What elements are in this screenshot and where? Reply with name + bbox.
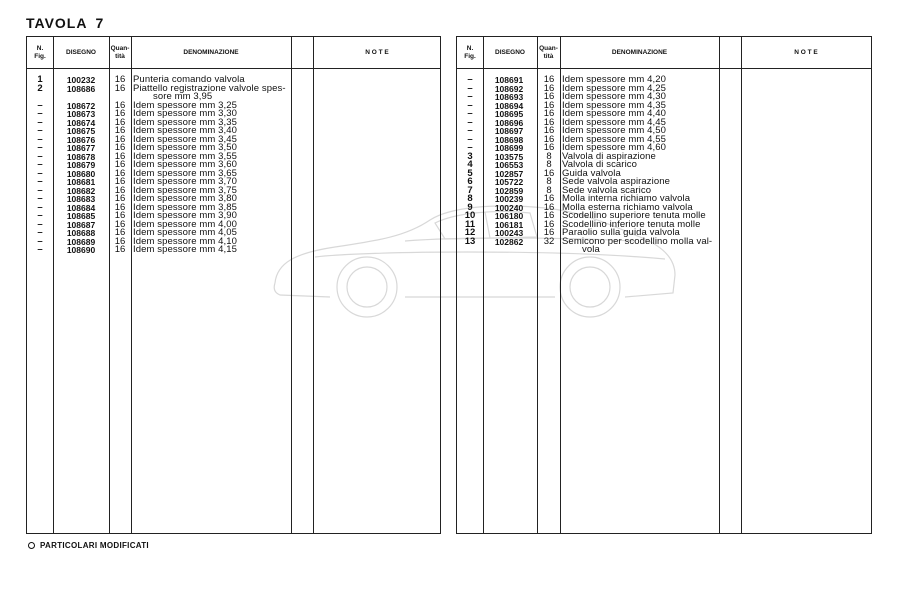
cell-quantita: 16 xyxy=(114,99,126,111)
cell-denominazione: Idem spessore mm 4,40 xyxy=(562,108,667,119)
cell-quantita: 16 xyxy=(543,74,555,85)
header-fig xyxy=(457,37,483,68)
footnote xyxy=(28,541,149,550)
cell-denominazione: vola xyxy=(582,244,600,255)
cell-fig: 6 xyxy=(467,176,473,187)
cell-quantita: 16 xyxy=(543,108,555,119)
cell-fig: – xyxy=(37,210,43,221)
parts-table-right xyxy=(456,36,872,534)
cell-fig: – xyxy=(37,125,43,136)
cell-denominazione: Semicono per scodellino molla val- xyxy=(562,235,713,247)
cell-disegno: 108674 xyxy=(66,117,96,128)
cell-fig: 3 xyxy=(467,150,473,162)
cell-fig: – xyxy=(467,142,473,153)
cell-denominazione: Molla esterna richiamo valvola xyxy=(562,201,693,213)
cell-denominazione: Idem spessore mm 3,45 xyxy=(133,133,238,145)
cell-quantita: 16 xyxy=(114,125,126,136)
cell-fig: – xyxy=(37,159,43,170)
cell-disegno: 108697 xyxy=(494,126,524,136)
cell-quantita: 32 xyxy=(543,235,555,247)
cell-fig: – xyxy=(37,201,43,213)
cell-quantita: 16 xyxy=(114,201,126,213)
cell-disegno: 108698 xyxy=(494,134,524,145)
cell-denominazione: Idem spessore mm 3,25 xyxy=(133,99,238,111)
cell-disegno: 108680 xyxy=(66,168,96,179)
cell-quantita: 16 xyxy=(543,125,555,136)
cell-denominazione: Idem spessore mm 3,50 xyxy=(133,142,238,153)
cell-quantita: 16 xyxy=(114,193,126,204)
cell-fig: 9 xyxy=(467,201,473,213)
header-quantita xyxy=(537,37,560,68)
table-row xyxy=(457,246,871,255)
cell-fig: 13 xyxy=(464,235,476,247)
cell-disegno: 100240 xyxy=(494,202,524,213)
cell-disegno: 108675 xyxy=(66,126,96,136)
cell-quantita: 16 xyxy=(543,193,555,204)
parts-table-left xyxy=(26,36,441,534)
header-qty-line2: tità xyxy=(115,52,125,60)
cell-quantita: 16 xyxy=(114,142,126,153)
header-qty-line2: tità xyxy=(543,52,554,60)
cell-disegno: 100239 xyxy=(494,194,524,204)
cell-disegno: 102859 xyxy=(494,185,524,196)
cell-disegno: 100243 xyxy=(494,228,524,238)
cell-denominazione: Scodellino inferiore tenuta molle xyxy=(562,218,701,230)
cell-fig: – xyxy=(467,74,473,85)
cell-disegno: 108679 xyxy=(66,160,96,170)
cell-disegno: 108676 xyxy=(66,134,96,145)
cell-quantita: 16 xyxy=(543,99,555,111)
cell-fig: – xyxy=(467,82,473,94)
cell-quantita: 16 xyxy=(114,244,126,255)
cell-fig: 11 xyxy=(464,218,476,230)
cell-quantita: 16 xyxy=(114,210,126,221)
cell-denominazione: Idem spessore mm 4,60 xyxy=(562,142,667,153)
header-qty-line1: Quan- xyxy=(110,44,130,52)
cell-denominazione: Idem spessore mm 3,40 xyxy=(133,125,238,136)
cell-quantita: 16 xyxy=(114,227,126,238)
cell-fig: 1 xyxy=(37,74,43,85)
cell-denominazione: Sede valvola aspirazione xyxy=(562,176,671,187)
cell-denominazione: Idem spessore mm 4,15 xyxy=(133,244,238,255)
cell-fig: 12 xyxy=(464,227,476,238)
cell-fig: – xyxy=(467,133,473,145)
header-fig-line1: N. xyxy=(36,44,44,52)
cell-denominazione: Guida valvola xyxy=(562,167,621,179)
cell-denominazione: Idem spessore mm 3,35 xyxy=(133,116,238,128)
table-number: 7 xyxy=(95,15,105,31)
cell-quantita: 16 xyxy=(114,218,126,230)
cell-denominazione: Punteria comando valvola xyxy=(133,74,245,85)
cell-fig: – xyxy=(37,150,43,162)
cell-quantita: 16 xyxy=(114,108,126,119)
cell-fig: – xyxy=(467,125,473,136)
table-row xyxy=(27,82,440,94)
cell-fig: 7 xyxy=(467,184,473,196)
header-note: N O T E xyxy=(794,48,818,56)
cell-denominazione: Idem spessore mm 4,30 xyxy=(562,91,667,102)
cell-disegno: 108689 xyxy=(66,236,96,247)
cell-disegno: 106180 xyxy=(494,211,524,221)
header-note: N O T E xyxy=(365,48,389,56)
cell-denominazione: Idem spessore mm 4,20 xyxy=(562,74,667,85)
cell-quantita: 16 xyxy=(114,74,126,85)
cell-fig: – xyxy=(37,193,43,204)
cell-denominazione: Idem spessore mm 4,05 xyxy=(133,227,238,238)
cell-denominazione: Molla interna richiamo valvola xyxy=(562,193,691,204)
cell-denominazione: Idem spessore mm 3,65 xyxy=(133,167,238,179)
header-disegno: DISEGNO xyxy=(66,48,96,56)
cell-denominazione: Sede valvola scarico xyxy=(562,184,652,196)
cell-disegno: 103575 xyxy=(494,151,524,162)
header-denominazione: DENOMINAZIONE xyxy=(611,48,668,56)
cell-denominazione: Idem spessore mm 3,90 xyxy=(133,210,238,221)
table-row xyxy=(27,246,440,255)
cell-fig: 8 xyxy=(467,193,473,204)
cell-disegno: 108681 xyxy=(66,177,96,187)
cell-denominazione: Idem spessore mm 3,70 xyxy=(133,176,238,187)
cell-disegno: 108684 xyxy=(66,202,96,213)
cell-disegno: 108696 xyxy=(494,117,524,128)
cell-quantita: 16 xyxy=(543,133,555,145)
cell-quantita: 16 xyxy=(543,227,555,238)
header-fig-line1: N. xyxy=(466,44,474,52)
cell-disegno: 102857 xyxy=(494,168,524,179)
cell-fig: – xyxy=(37,142,43,153)
cell-denominazione: Idem spessore mm 3,55 xyxy=(133,150,238,162)
cell-fig: – xyxy=(37,227,43,238)
cell-fig: 10 xyxy=(464,210,476,221)
circle-marker-icon xyxy=(28,542,35,549)
cell-denominazione: Idem spessore mm 3,75 xyxy=(133,184,238,196)
header-disegno: DISEGNO xyxy=(495,48,525,56)
cell-disegno: 108685 xyxy=(66,211,96,221)
cell-fig: – xyxy=(37,184,43,196)
header-fig-line2: Fig. xyxy=(464,52,476,60)
cell-denominazione: Paraolio sulla guida valvola xyxy=(562,227,680,238)
cell-denominazione: Valvola di aspirazione xyxy=(562,150,656,162)
cell-fig: – xyxy=(467,99,473,111)
cell-disegno: 108693 xyxy=(494,92,524,102)
cell-quantita: 16 xyxy=(114,167,126,179)
header-quantita xyxy=(109,37,131,68)
cell-fig: – xyxy=(37,244,43,255)
cell-disegno: 102862 xyxy=(494,236,524,247)
cell-disegno: 108688 xyxy=(66,228,96,238)
cell-quantita: 16 xyxy=(543,82,555,94)
cell-disegno: 108690 xyxy=(66,245,96,255)
cell-denominazione: Idem spessore mm 3,60 xyxy=(133,159,238,170)
cell-fig: – xyxy=(37,133,43,145)
cell-denominazione: Idem spessore mm 4,10 xyxy=(133,235,238,247)
cell-fig: – xyxy=(37,99,43,111)
cell-quantita: 16 xyxy=(543,91,555,102)
cell-fig: 5 xyxy=(467,167,473,179)
cell-quantita: 16 xyxy=(114,150,126,162)
cell-quantita: 8 xyxy=(546,150,552,162)
cell-disegno: 108694 xyxy=(494,100,524,111)
cell-quantita: 8 xyxy=(546,184,552,196)
cell-quantita: 16 xyxy=(114,184,126,196)
cell-quantita: 16 xyxy=(543,201,555,213)
cell-quantita: 8 xyxy=(546,176,552,187)
cell-denominazione: Idem spessore mm 4,55 xyxy=(562,133,667,145)
table-header xyxy=(27,37,440,69)
cell-disegno: 108672 xyxy=(66,100,96,111)
cell-denominazione: Idem spessore mm 4,35 xyxy=(562,99,667,111)
cell-quantita: 16 xyxy=(543,142,555,153)
cell-denominazione: Idem spessore mm 4,45 xyxy=(562,116,667,128)
cell-fig: 4 xyxy=(467,159,473,170)
cell-quantita: 16 xyxy=(114,235,126,247)
cell-fig: – xyxy=(37,218,43,230)
cell-disegno: 108673 xyxy=(66,109,96,119)
table-header xyxy=(457,37,871,69)
cell-denominazione: Piattello registrazione valvole spes- xyxy=(133,82,286,94)
table-body xyxy=(27,76,440,255)
cell-quantita: 16 xyxy=(114,159,126,170)
cell-quantita: 16 xyxy=(114,116,126,128)
header-qty-line1: Quan- xyxy=(539,44,558,52)
cell-disegno: 108691 xyxy=(494,75,524,85)
cell-disegno: 100232 xyxy=(66,75,96,85)
cell-disegno: 108678 xyxy=(66,151,96,162)
cell-fig: 2 xyxy=(37,82,43,94)
table-body xyxy=(457,76,871,255)
cell-disegno: 106553 xyxy=(494,160,524,170)
cell-denominazione: Scodellino superiore tenuta molle xyxy=(562,210,706,221)
cell-disegno: 108699 xyxy=(494,143,524,153)
table-row xyxy=(457,235,871,247)
cell-denominazione: Valvola di scarico xyxy=(562,159,638,170)
cell-quantita: 16 xyxy=(543,167,555,179)
cell-denominazione: Idem spessore mm 4,50 xyxy=(562,125,667,136)
page-title xyxy=(26,15,104,31)
cell-quantita: 16 xyxy=(114,82,126,94)
cell-fig: – xyxy=(37,176,43,187)
cell-fig: – xyxy=(37,116,43,128)
cell-quantita: 8 xyxy=(546,159,552,170)
header-denominazione: DENOMINAZIONE xyxy=(183,48,239,56)
cell-disegno: 108692 xyxy=(494,83,524,94)
cell-fig: – xyxy=(37,167,43,179)
cell-disegno: 108686 xyxy=(66,83,96,94)
header-fig xyxy=(27,37,53,68)
cell-fig: – xyxy=(37,108,43,119)
cell-denominazione: Idem spessore mm 4,00 xyxy=(133,218,238,230)
cell-quantita: 16 xyxy=(114,133,126,145)
cell-quantita: 16 xyxy=(543,210,555,221)
cell-disegno: 108683 xyxy=(66,194,96,204)
cell-disegno: 108682 xyxy=(66,185,96,196)
cell-disegno: 108695 xyxy=(494,109,524,119)
cell-fig: – xyxy=(37,235,43,247)
cell-fig: – xyxy=(467,91,473,102)
cell-disegno: 105722 xyxy=(494,177,524,187)
cell-disegno: 106181 xyxy=(494,219,524,230)
cell-quantita: 16 xyxy=(543,116,555,128)
cell-denominazione: Idem spessore mm 3,80 xyxy=(133,193,238,204)
cell-disegno: 108677 xyxy=(66,143,96,153)
cell-quantita: 16 xyxy=(543,218,555,230)
cell-denominazione: sore mm 3,95 xyxy=(153,91,213,102)
cell-denominazione: Idem spessore mm 3,30 xyxy=(133,108,238,119)
cell-denominazione: Idem spessore mm 3,85 xyxy=(133,201,238,213)
footnote-text: PARTICOLARI MODIFICATI xyxy=(40,541,149,550)
page-title-label: TAVOLA xyxy=(26,15,88,31)
cell-fig: – xyxy=(467,116,473,128)
cell-fig: – xyxy=(467,108,473,119)
cell-disegno: 108687 xyxy=(66,219,96,230)
cell-quantita: 16 xyxy=(114,176,126,187)
cell-denominazione: Idem spessore mm 4,25 xyxy=(562,82,667,94)
header-fig-line2: Fig. xyxy=(34,52,46,60)
